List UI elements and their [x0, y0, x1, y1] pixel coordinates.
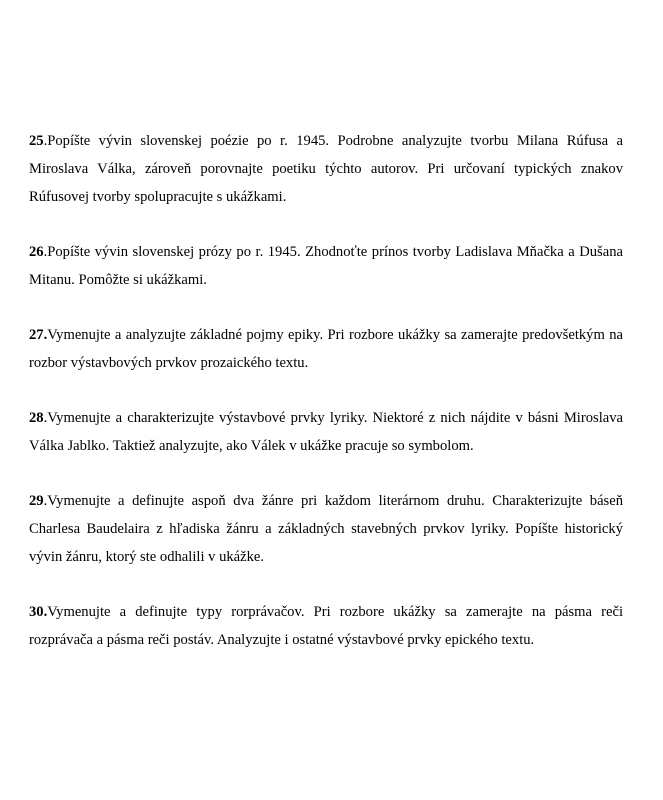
question-number: 27. — [29, 327, 48, 343]
question-text: Vymenujte a definujte typy rorprávačov. Pri rozbore ukážky sa zamerajte na pásma reči rozprávača a pásma reči postáv. Analyzujte i ostatné výstavbové prvky epického textu. — [29, 604, 623, 648]
question-26 — [29, 238, 623, 294]
question-number: 26 — [29, 244, 44, 260]
question-number: 25 — [29, 133, 44, 149]
question-text: Popíšte vývin slovenskej poézie po r. 1945. Podrobne analyzujte tvorbu Milana Rúfusa a Miroslava Válka, zároveň porovnajte poetiku týchto autorov. Pri určovaní typických znakov Rúfusovej tvorby spolupracujte s ukážkami. — [29, 133, 623, 205]
question-28 — [29, 404, 623, 460]
question-29 — [29, 487, 623, 571]
question-text: Vymenujte a definujte aspoň dva žánre pri každom literárnom druhu. Charakterizujte báseň Charlesa Baudelaira z hľadiska žánru a základných stavebných prvkov lyriky. Popíšte historický vývin žánru, ktorý ste odhalili v ukážke. — [29, 493, 623, 565]
question-list — [29, 127, 623, 654]
question-separator: . — [43, 244, 48, 260]
question-30 — [29, 598, 623, 654]
question-27 — [29, 321, 623, 377]
question-separator: . — [43, 410, 48, 426]
question-number: 30. — [29, 604, 48, 620]
question-25 — [29, 127, 623, 211]
question-separator: . — [43, 493, 48, 509]
question-number: 29 — [29, 493, 44, 509]
question-text: Popíšte vývin slovenskej prózy po r. 1945. Zhodnoťte prínos tvorby Ladislava Mňačka a Dušana Mitanu. Pomôžte si ukážkami. — [29, 244, 623, 288]
question-text: Vymenujte a charakterizujte výstavbové prvky lyriky. Niektoré z nich nájdite v básni Miroslava Válka Jablko. Taktiež analyzujte, ako Válek v ukážke pracuje so symbolom. — [29, 410, 623, 454]
question-separator: . — [43, 133, 48, 149]
question-number: 28 — [29, 410, 44, 426]
question-text: Vymenujte a analyzujte základné pojmy epiky. Pri rozbore ukážky sa zamerajte predovšetkým na rozbor výstavbových prvkov prozaického textu. — [29, 327, 623, 371]
